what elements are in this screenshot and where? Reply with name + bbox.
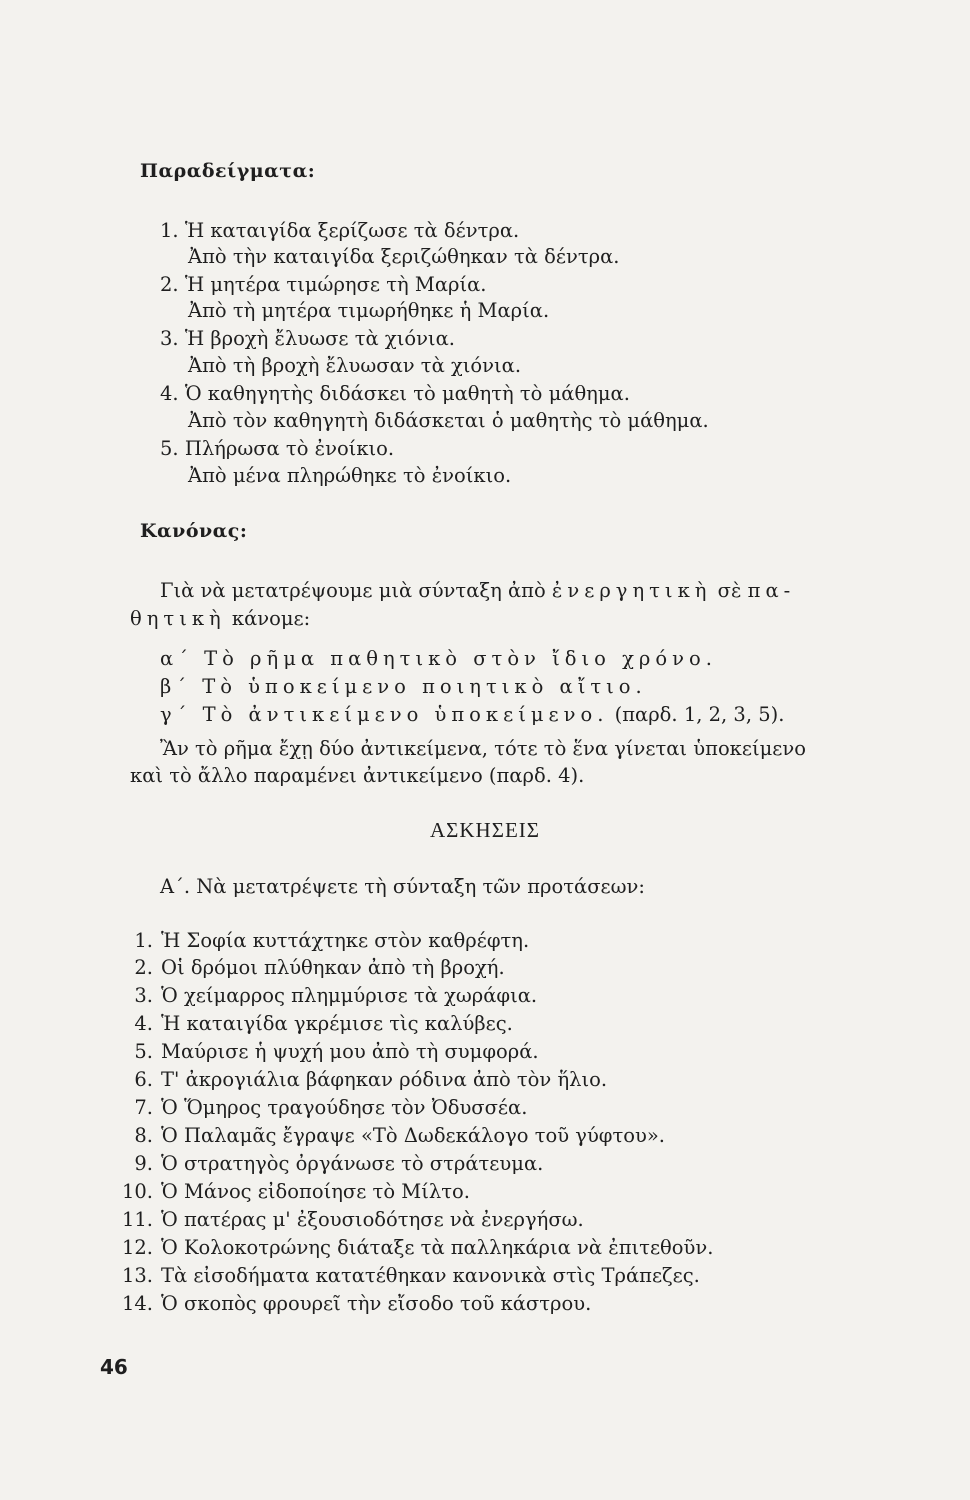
exercise-item-5: 5. Μαύρισε ἡ ψυχή μου ἀπὸ τὴ συμφορά. [134,1040,539,1063]
exercise-item-2: 2. Οἱ δρόμοι πλύθηκαν ἀπὸ τὴ βροχή. [134,956,505,979]
exercise-item-7: 7. Ὁ Ὅμηρος τραγούδησε τὸν Ὀδυσσέα. [134,1096,528,1119]
exercise-item-11: 11. Ὁ πατέρας μ' ἐξουσιοδότησε νὰ ἐνεργήσω. [121,1208,584,1231]
example-3b: Ἀπὸ τὴ βροχὴ ἔλυωσαν τὰ χιόνια. [188,354,522,377]
exercise-item-12: 12. Ὁ Κολοκοτρώνης διάταξε τὰ παλληκάρια νὰ ἐπιτεθοῦν. [121,1236,714,1259]
rule-point-a: α΄ Τὸ ρῆμα παθητικὸ στὸν ἴδιο χρόνο. [160,647,717,670]
exercise-item-1: 1. Ἡ Σοφία κυττάχτηκε στὸν καθρέφτη. [134,929,530,952]
rule-heading: Κανόνας: [140,520,248,542]
example-4a: 4. Ὁ καθηγητὴς διδάσκει τὸ μαθητὴ τὸ μάθημα. [160,382,630,405]
rule-point-c: γ΄ Τὸ ἀντικείμενο ὑποκείμενο. (παρδ. 1, 2, 3, 5). [160,703,785,726]
page-number: 46 [100,1355,128,1379]
rule-line-2: θητικὴ κάνομε: [130,607,311,630]
example-4b: Ἀπὸ τὸν καθηγητὴ διδάσκεται ὁ μαθητὴς τὸ μάθημα. [188,409,709,432]
rule-point-b: β΄ Τὸ ὑποκείμενο ποιητικὸ αἴτιο. [160,675,647,698]
example-2a: 2. Ἡ μητέρα τιμώρησε τὴ Μαρία. [160,273,487,296]
exercise-item-13: 13. Τὰ εἰσοδήματα κατατέθηκαν κανονικὰ στὶς Τράπεζες. [121,1264,700,1287]
exercise-item-4: 4. Ἡ καταιγίδα γκρέμισε τὶς καλύβες. [134,1012,513,1035]
example-1a: 1. Ἡ καταιγίδα ξερίζωσε τὰ δέντρα. [160,219,520,242]
exercise-item-8: 8. Ὁ Παλαμᾶς ἔγραψε «Τὸ Δωδεκάλογο τοῦ γύφτου». [134,1124,665,1147]
example-3a: 3. Ἡ βροχὴ ἔλυωσε τὰ χιόνια. [160,327,455,350]
exercise-item-3: 3. Ὁ χείμαρρος πλημμύρισε τὰ χωράφια. [134,984,538,1007]
exercise-item-9: 9. Ὁ στρατηγὸς ὀργάνωσε τὸ στράτευμα. [134,1152,544,1175]
rule-note-2: καὶ τὸ ἄλλο παραμένει ἀντικείμενο (παρδ. 4). [130,764,585,787]
exercise-item-14: 14. Ὁ σκοπὸς φρουρεῖ τὴν εἴσοδο τοῦ κάστρου. [121,1292,592,1315]
rule-note-1: Ἂν τὸ ρῆμα ἔχῃ δύο ἀντικείμενα, τότε τὸ ἕνα γίνεται ὑποκείμενο [160,737,806,760]
example-2b: Ἀπὸ τὴ μητέρα τιμωρήθηκε ἡ Μαρία. [188,299,550,322]
example-5a: 5. Πλήρωσα τὸ ἐνοίκιο. [160,437,395,460]
exercises-title: ΑΣΚΗΣΕΙΣ [430,818,540,842]
exercise-item-10: 10. Ὁ Μάνος εἰδοποίησε τὸ Μίλτο. [121,1180,470,1203]
example-5b: Ἀπὸ μένα πληρώθηκε τὸ ἐνοίκιο. [188,464,512,487]
exercise-item-6: 6. Τ' ἀκρογιάλια βάφηκαν ρόδινα ἀπὸ τὸν ἥλιο. [134,1068,608,1091]
exercise-instruction: Α΄. Νὰ μετατρέψετε τὴ σύνταξη τῶν προτάσεων: [160,875,645,898]
rule-line-1: Γιὰ νὰ μετατρέψουμε μιὰ σύνταξη ἀπὸ ἐνεργητικὴ σὲ πα- [160,579,796,602]
example-1b: Ἀπὸ τὴν καταιγίδα ξεριζώθηκαν τὰ δέντρα. [188,245,620,268]
examples-heading: Παραδείγματα: [140,160,316,182]
